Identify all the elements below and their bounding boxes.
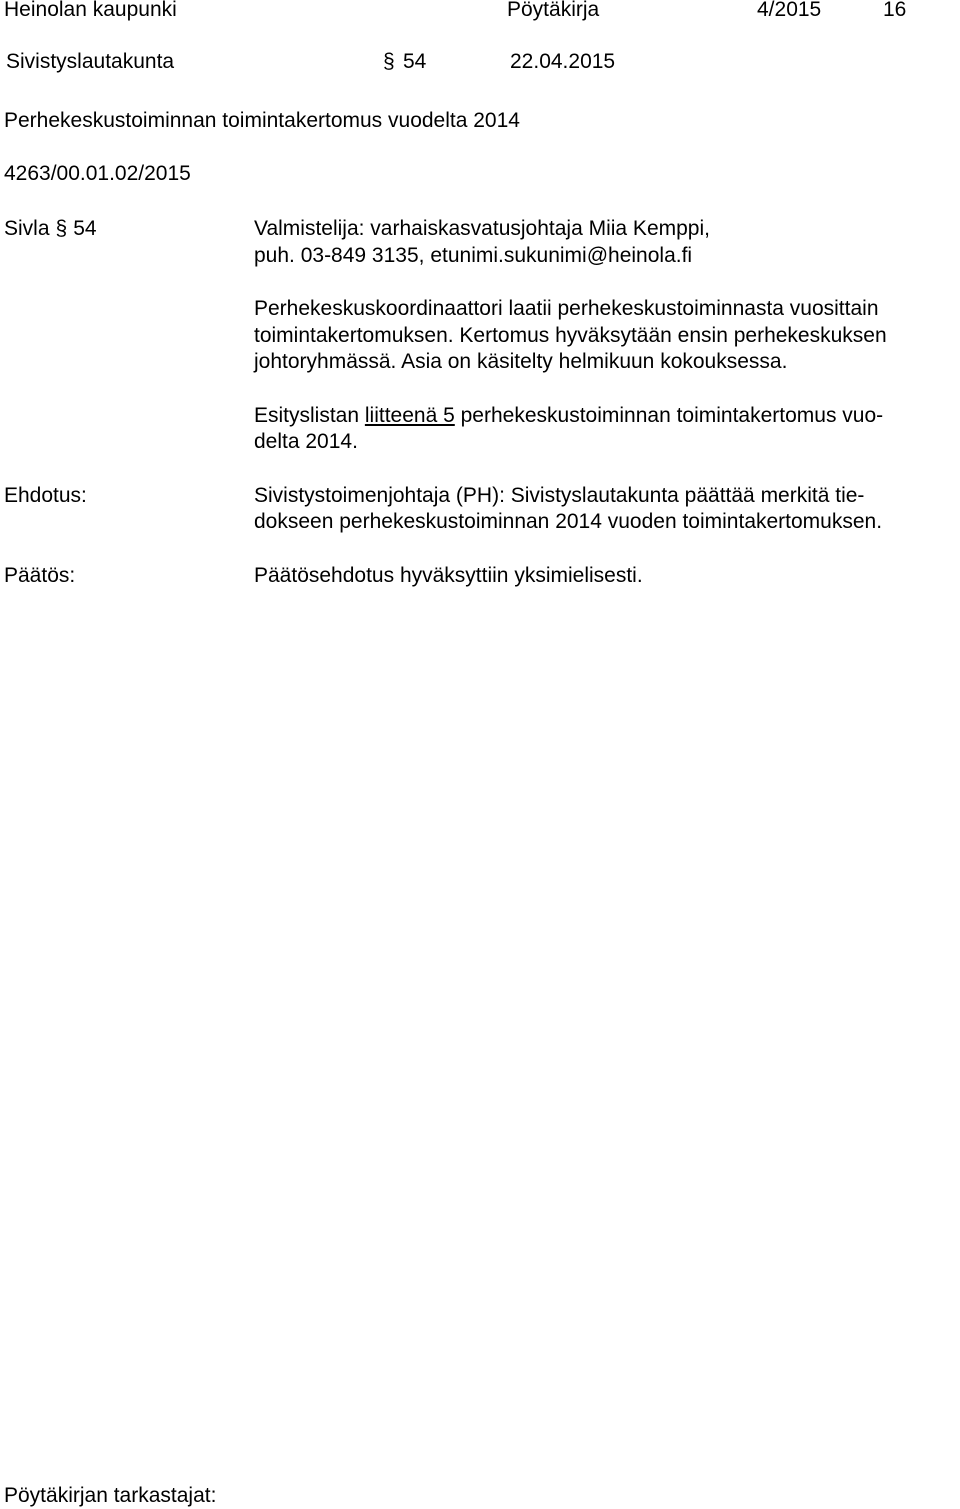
attachment-line-2: delta 2014. <box>254 430 358 453</box>
document-number: 4/2015 <box>757 0 822 21</box>
board-name: Sivistyslautakunta <box>6 50 175 73</box>
decision-text: Päätösehdotus hyväksyttiin yksimielisesti. <box>254 564 643 587</box>
section-sign-icon: § <box>55 217 68 240</box>
section-sign-icon: § <box>383 50 395 73</box>
preparer-line-2: puh. 03-849 3135, etunimi.sukunimi@heinola.fi <box>254 244 693 267</box>
body-line-2: toimintakertomuksen. Kertomus hyväksytään ensin perhekeskuksen <box>254 324 887 347</box>
attachment-line-1 <box>254 403 883 429</box>
attachment-link[interactable]: liitteenä 5 <box>364 404 455 427</box>
body-line-1: Perhekeskuskoordinaattori laatii perhekeskustoiminnasta vuosittain <box>254 297 879 320</box>
reference-board: Sivla <box>4 217 50 240</box>
organization-name: Heinolan kaupunki <box>4 0 177 21</box>
reference-section-number: 54 <box>73 217 97 240</box>
attachment-prefix: Esityslistan <box>254 404 360 427</box>
proposal-label: Ehdotus: <box>4 484 87 507</box>
document-type: Pöytäkirja <box>507 0 600 21</box>
section-number: 54 <box>403 50 427 73</box>
record-number: 4263/00.01.02/2015 <box>4 162 191 185</box>
decision-label: Päätös: <box>4 564 76 587</box>
proposal-line-2: dokseen perhekeskustoiminnan 2014 vuoden toimintakertomuksen. <box>254 510 883 533</box>
reviewers-label: Pöytäkirjan tarkastajat: <box>4 1484 217 1507</box>
section-reference <box>4 216 97 242</box>
item-title: Perhekeskustoiminnan toimintakertomus vuodelta 2014 <box>4 109 520 132</box>
proposal-line-1: Sivistystoimenjohtaja (PH): Sivistyslautakunta päättää merkitä tie- <box>254 484 865 507</box>
meeting-date: 22.04.2015 <box>510 50 616 73</box>
preparer-line-1: Valmistelija: varhaiskasvatusjohtaja Miia Kemppi, <box>254 217 710 240</box>
page-number: 16 <box>883 0 907 21</box>
attachment-suffix: perhekeskustoiminnan toimintakertomus vuo- <box>460 404 884 427</box>
body-line-3: johtoryhmässä. Asia on käsitelty helmikuun kokouksessa. <box>254 350 788 373</box>
